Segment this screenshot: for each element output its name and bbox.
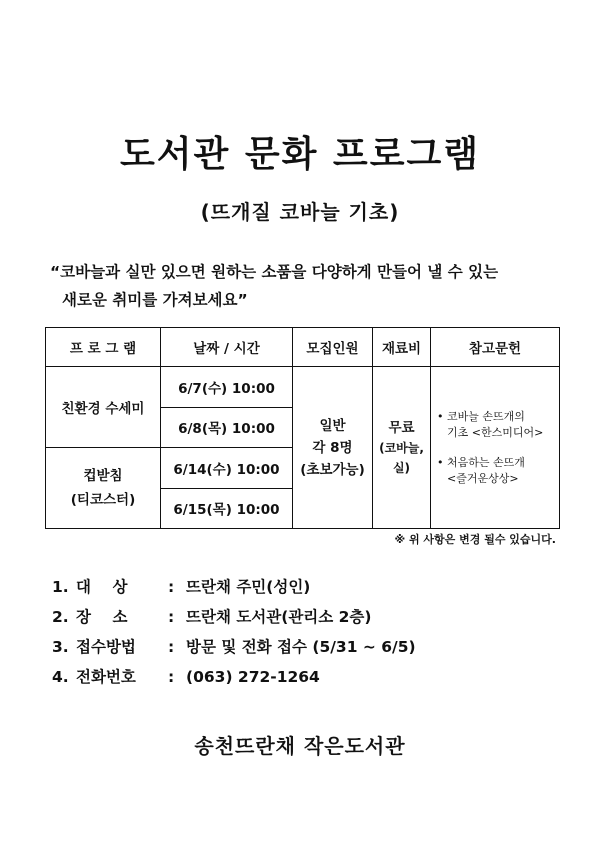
- intro-quote: [50, 258, 570, 314]
- info-colon: :: [168, 638, 175, 656]
- info-row: [52, 572, 416, 602]
- info-number: 2.: [52, 608, 69, 626]
- capacity-line-3: (초보가능): [300, 461, 365, 478]
- reference-line: <즐거운상상>: [447, 471, 519, 485]
- info-row: [52, 662, 416, 692]
- info-list: [52, 572, 416, 692]
- program-name-line: (티코스터): [70, 492, 136, 509]
- info-label: 대 상: [76, 578, 128, 596]
- table-header-row: [46, 328, 560, 367]
- info-number: 3.: [52, 638, 69, 656]
- info-value: 뜨란채 도서관(관리소 2층): [186, 608, 372, 626]
- library-name: 송천뜨란채 작은도서관: [194, 734, 406, 758]
- info-label: 접수방법: [76, 638, 136, 656]
- capacity-line-1: 일반: [319, 417, 346, 434]
- change-notice: ※ 위 사항은 변경 될수 있습니다.: [394, 533, 556, 546]
- program-name-line: 컵받침: [83, 468, 123, 485]
- info-value: 뜨란채 주민(성인): [186, 578, 311, 596]
- header-capacity: 모집인원: [293, 328, 373, 367]
- info-number: 1.: [52, 578, 69, 596]
- fee-line-2: (코바늘,: [379, 440, 424, 455]
- info-colon: :: [168, 668, 175, 686]
- reference-line: 기초 <한스미디어>: [447, 425, 544, 439]
- page-subtitle: (뜨개질 코바늘 기초): [200, 200, 400, 224]
- reference-line: • 처음하는 손뜨개: [437, 455, 525, 469]
- info-number: 4.: [52, 668, 69, 686]
- fee-cell: [373, 367, 431, 529]
- reference-item: [437, 455, 559, 487]
- page-title: 도서관 문화 프로그램: [119, 134, 481, 175]
- header-references: 참고문헌: [431, 328, 560, 367]
- quote-line-1: “코바늘과 실만 있으면 원하는 소품을 다양하게 만들어 낼 수 있는: [50, 263, 499, 281]
- program-name-2: [46, 448, 161, 529]
- reference-line: • 코바늘 손뜨개의: [437, 409, 525, 423]
- info-label: 전화번호: [76, 668, 136, 686]
- session-date: 6/14(수) 10:00: [161, 448, 293, 488]
- session-date: 6/8(목) 10:00: [161, 407, 293, 447]
- session-date: 6/15(목) 10:00: [161, 488, 293, 528]
- header-datetime: 날짜 / 시간: [161, 328, 293, 367]
- reference-item: [437, 409, 559, 441]
- fee-line-3: 실): [392, 460, 411, 475]
- fee-line-1: 무료: [388, 419, 415, 436]
- info-row: [52, 602, 416, 632]
- session-date: 6/7(수) 10:00: [161, 367, 293, 407]
- references-cell: [431, 367, 560, 529]
- capacity-line-2: 각 8명: [312, 439, 353, 456]
- capacity-cell: [293, 367, 373, 529]
- info-value: (063) 272-1264: [186, 668, 320, 686]
- info-colon: :: [168, 578, 175, 596]
- info-value: 방문 및 전화 접수 (5/31 ~ 6/5): [186, 638, 416, 656]
- program-name-1: 친환경 수세미: [46, 367, 161, 448]
- header-program: 프 로 그 램: [46, 328, 161, 367]
- program-table: [45, 327, 560, 529]
- table-row: [46, 367, 560, 407]
- info-colon: :: [168, 608, 175, 626]
- info-row: [52, 632, 416, 662]
- header-fee: 재료비: [373, 328, 431, 367]
- info-label: 장 소: [76, 608, 128, 626]
- quote-line-2: 새로운 취미를 가져보세요”: [62, 291, 248, 309]
